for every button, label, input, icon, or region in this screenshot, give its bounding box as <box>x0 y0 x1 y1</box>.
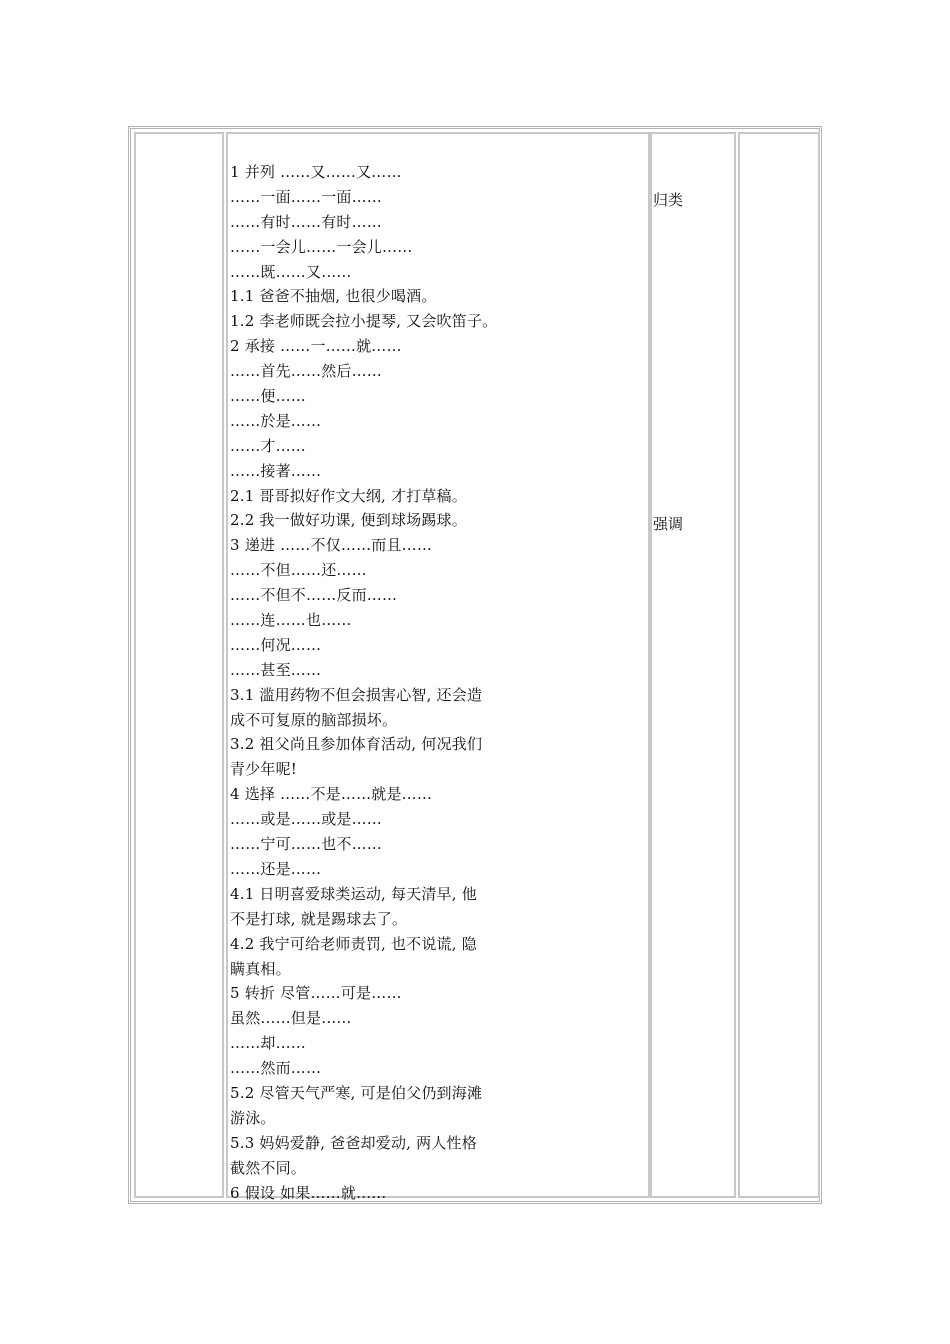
content-line: 1 并列 ……又……又…… <box>230 163 402 181</box>
content-line: 1.1 爸爸不抽烟, 也很少喝酒。 <box>230 287 437 306</box>
content-line: 2.2 我一做好功课, 便到球场踢球。 <box>230 511 467 530</box>
content-line: ……有时……有时…… <box>230 212 383 231</box>
content-line: ……於是…… <box>230 411 322 430</box>
content-line: 成不可复原的脑部损坏。 <box>230 710 398 729</box>
content-line: 青少年呢! <box>230 760 298 779</box>
content-line: ……却…… <box>230 1034 307 1053</box>
content-line: ……连……也…… <box>230 611 352 630</box>
label-guilei: 归类 <box>653 191 684 209</box>
content-line: 游泳。 <box>230 1108 276 1127</box>
content-line: 2 承接 ……一……就…… <box>230 337 402 356</box>
content-line: 虽然……但是…… <box>230 1009 352 1028</box>
content-line: ……不但……还…… <box>230 561 367 580</box>
content-line: 6 假设 如果……就…… <box>230 1183 387 1202</box>
content-line: 瞒真相。 <box>230 959 291 978</box>
content-line: ……宁可……也不…… <box>230 835 383 854</box>
content-line: ……或是……或是…… <box>230 810 383 829</box>
content-line: ……甚至…… <box>230 660 322 679</box>
document-table <box>128 126 822 1204</box>
content-line: ……一会儿……一会儿…… <box>230 237 413 256</box>
content-line: 4.1 日明喜爱球类运动, 每天清早, 他 <box>230 884 477 903</box>
content-line: 4.2 我宁可给老师责罚, 也不说谎, 隐 <box>230 934 477 953</box>
content-line: 5.2 尽管天气严寒, 可是伯父仍到海滩 <box>230 1083 483 1102</box>
content-line: ……不但不……反而…… <box>230 586 398 605</box>
content-line: ……首先……然后…… <box>230 362 383 381</box>
content-line: 3.2 祖父尚且参加体育活动, 何况我们 <box>230 735 483 754</box>
content-line: 不是打球, 就是踢球去了。 <box>230 909 408 928</box>
content-line: 5 转折 尽管……可是…… <box>230 984 402 1003</box>
content-line: ……既……又…… <box>230 262 352 281</box>
table-cell-empty-right <box>738 132 820 1198</box>
content-line: ……然而…… <box>230 1059 322 1078</box>
content-line: 2.1 哥哥拟好作文大纲, 才打草稿。 <box>230 486 467 505</box>
content-line: ……接著…… <box>230 461 322 480</box>
content-line: 4 选择 ……不是……就是…… <box>230 785 433 804</box>
content-line: 3.1 滥用药物不但会损害心智, 还会造 <box>230 685 483 704</box>
table-cell-labels <box>650 132 736 1198</box>
content-line: ……便…… <box>230 387 307 406</box>
content-line: ……何况…… <box>230 635 322 654</box>
content-line: 截然不同。 <box>230 1158 307 1177</box>
content-line: 5.3 妈妈爱静, 爸爸却爱动, 两人性格 <box>230 1133 477 1152</box>
content-line: ……一面……一面…… <box>230 187 383 206</box>
content-line: 1.2 李老师既会拉小提琴, 又会吹笛子。 <box>230 312 498 331</box>
table-cell-empty-left <box>134 132 224 1198</box>
content-line: 3 递进 ……不仅……而且…… <box>230 536 433 555</box>
table-cell-content <box>226 132 650 1202</box>
content-line: ……才…… <box>230 436 307 455</box>
label-qiangdiao: 强调 <box>653 515 684 533</box>
content-line-list <box>230 160 497 1205</box>
content-line: ……还是…… <box>230 859 322 878</box>
